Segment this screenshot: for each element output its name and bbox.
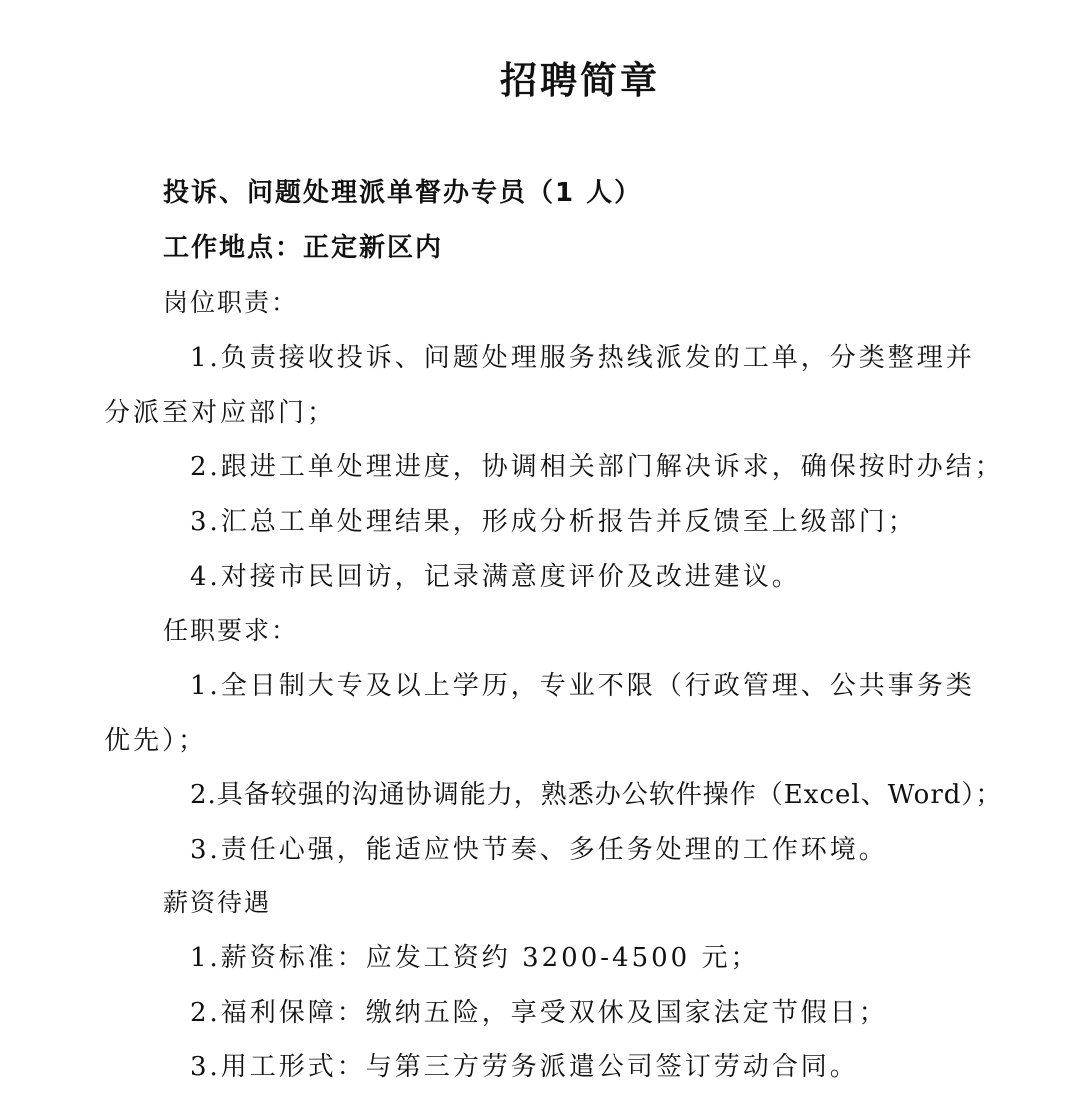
benefits-heading: 薪资待遇 — [163, 888, 272, 917]
duty-item-2: 2.跟进工单处理进度，协调相关部门解决诉求，确保按时办结； — [190, 452, 1004, 482]
duty-item-1-line-2: 分派至对应部门； — [104, 398, 337, 428]
requirement-item-3: 3.责任心强，能适应快节奏、多任务处理的工作环境。 — [190, 835, 888, 865]
benefit-item-1: 1.薪资标准：应发工资约 3200-4500 元； — [190, 943, 760, 973]
duties-heading: 岗位职责： — [163, 288, 299, 317]
requirement-item-1-line-2: 优先）； — [104, 726, 208, 756]
requirement-item-2: 2.具备较强的沟通协调能力，熟悉办公软件操作（Excel、Word）； — [190, 780, 1003, 810]
position-name: 投诉、问题处理派单督办专员（1 人） — [163, 178, 643, 208]
duty-item-1-line-1: 1.负责接收投诉、问题处理服务热线派发的工单，分类整理并 — [190, 343, 975, 373]
requirements-heading: 任职要求： — [163, 616, 299, 645]
benefit-item-3: 3.用工形式：与第三方劳务派遣公司签订劳动合同。 — [190, 1052, 859, 1082]
work-location: 工作地点：正定新区内 — [163, 233, 444, 263]
benefit-item-2: 2.福利保障：缴纳五险，享受双休及国家法定节假日； — [190, 998, 888, 1028]
requirement-item-1-line-1: 1.全日制大专及以上学历，专业不限（行政管理、公共事务类 — [190, 671, 975, 701]
duty-item-4: 4.对接市民回访，记录满意度评价及改进建议。 — [190, 562, 801, 592]
page-title: 招聘简章 — [500, 59, 660, 102]
duty-item-3: 3.汇总工单处理结果，形成分析报告并反馈至上级部门； — [190, 507, 917, 537]
